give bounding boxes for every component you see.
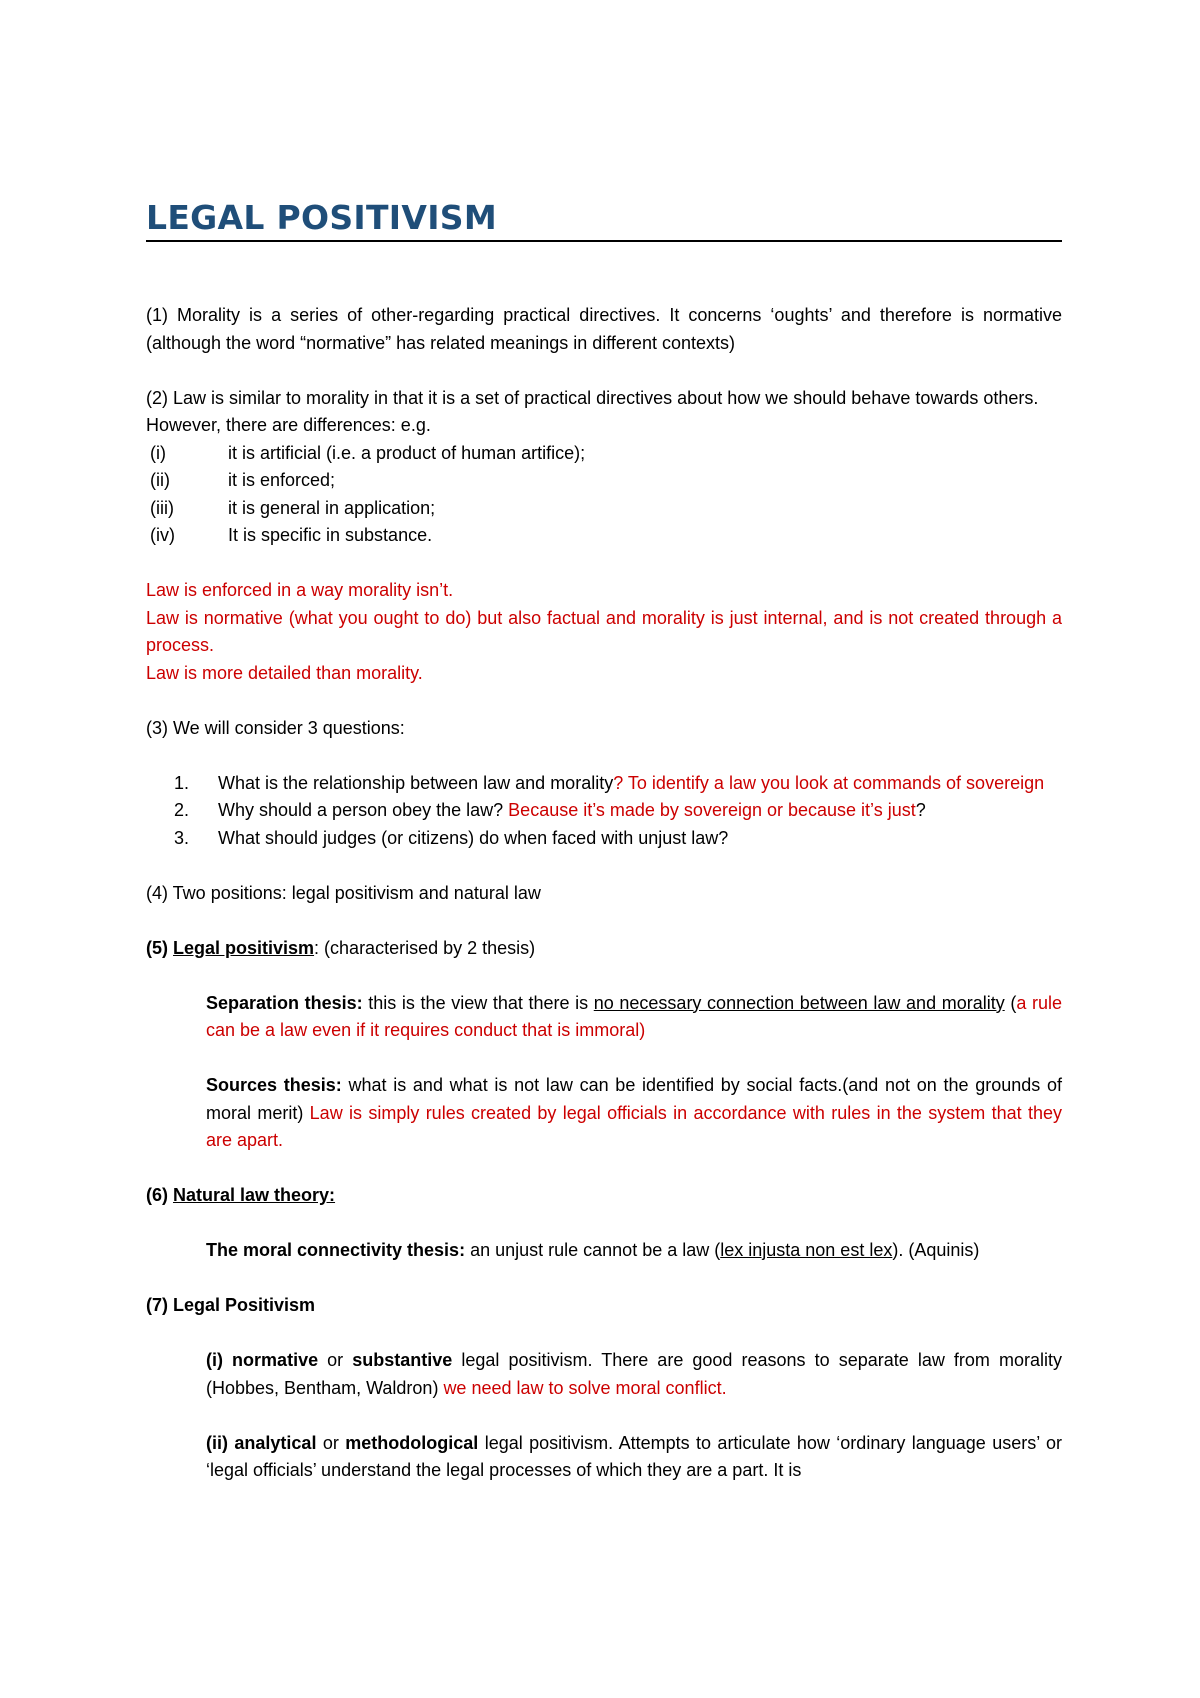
analytical-positivism: (ii) analytical or methodological legal positivism. Attempts to articulate how ‘ordinary language users’ or ‘legal officials’ understand the legal processes of which they are a part. It is — [206, 1432, 1062, 1480]
moral-connectivity-thesis: The moral connectivity thesis: an unjust rule cannot be a law (lex injusta non est lex). (Aquinis) — [206, 1240, 980, 1260]
paragraph-4: (4) Two positions: legal positivism and natural law — [146, 882, 541, 903]
red-note: Law is more detailed than morality. — [146, 662, 423, 683]
list-item: (ii) it is enforced; — [150, 470, 336, 490]
list-item: (i) it is artificial (i.e. a product of human artifice); — [150, 442, 586, 463]
document-body — [146, 302, 1062, 1485]
paragraph-3: (3) We will consider 3 questions: — [146, 717, 405, 738]
list-item: 1. What is the relationship between law and morality? To identify a law you look at commands of sovereign — [174, 772, 1045, 793]
red-note: Law is enforced in a way morality isn’t. — [146, 580, 454, 600]
list-item: (iv) It is specific in substance. — [150, 525, 433, 545]
red-note: Law is normative (what you ought to do) but also factual and morality is just internal, and is not created through a process. — [146, 607, 1062, 655]
sources-thesis: Sources thesis: what is and what is not law can be identified by social facts.(and not on the grounds of moral merit) Law is simply rules created by legal officials in accordance with rules in the system that they are apart. — [206, 1075, 1062, 1150]
paragraph-2: (2) Law is similar to morality in that it is a set of practical directives about how we should behave towards others. — [146, 387, 1039, 408]
normative-positivism: (i) normative or substantive legal positivism. There are good reasons to separate law from morality (Hobbes, Bentham, Waldron) we need law to solve moral conflict. — [206, 1350, 1062, 1398]
paragraph-1: (1) Morality is a series of other-regarding practical directives. It concerns ‘oughts’ and therefore is normative (although the word “normative” has related meanings in different contexts) — [146, 305, 1062, 353]
list-item: (iii) it is general in application; — [150, 497, 436, 518]
page-title: LEGAL POSITIVISM — [146, 198, 1062, 242]
list-item: 3. What should judges (or citizens) do when faced with unjust law? — [174, 827, 729, 848]
paragraph-7: (7) Legal Positivism — [146, 1295, 316, 1315]
paragraph-2-differences: However, there are differences: e.g. — [146, 415, 431, 435]
paragraph-6: (6) Natural law theory: — [146, 1185, 336, 1205]
list-item: 2. Why should a person obey the law? Because it’s made by sovereign or because it’s just? — [174, 800, 926, 820]
separation-thesis: Separation thesis: this is the view that there is no necessary connection between law and morality (a rule can be a law even if it requires conduct that is immoral) — [206, 992, 1062, 1040]
paragraph-5: (5) Legal positivism: (characterised by 2 thesis) — [146, 937, 536, 958]
